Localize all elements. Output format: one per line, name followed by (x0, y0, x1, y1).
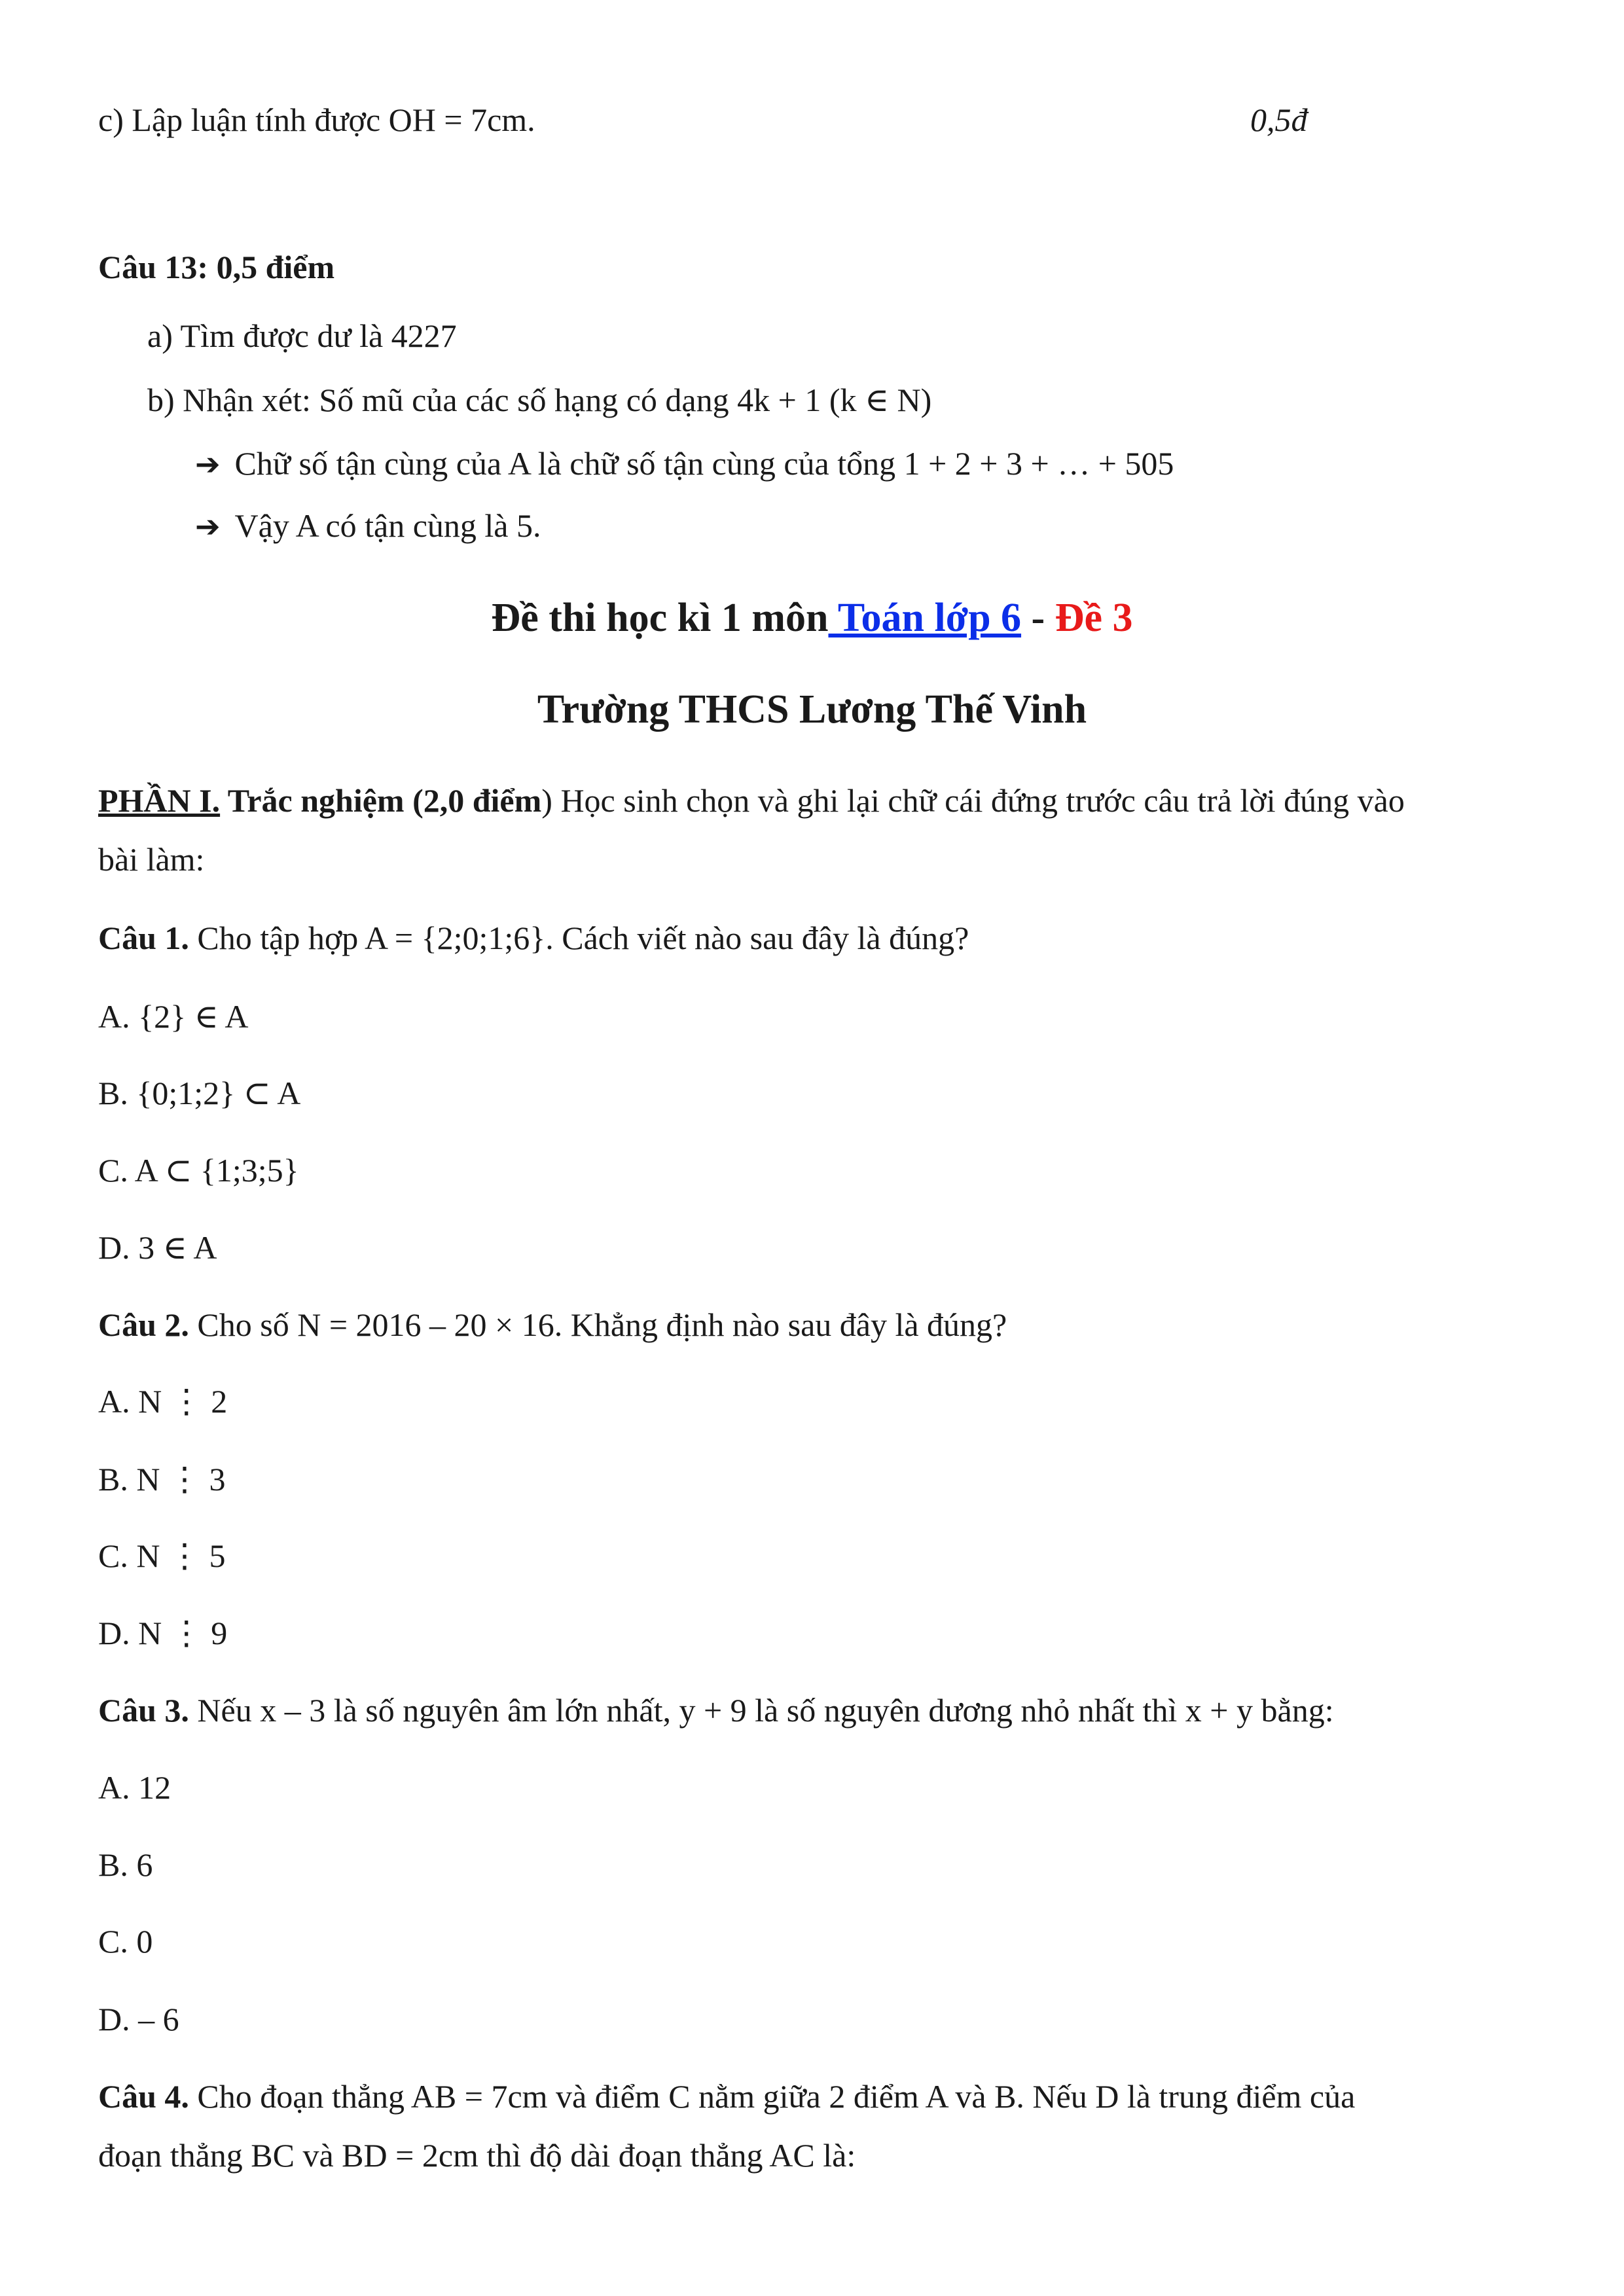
question-label: Câu 4. (98, 2078, 189, 2115)
cau13-arrow-line-2 (195, 509, 541, 542)
question-label: Câu 3. (98, 1692, 189, 1729)
question-text: Nếu x – 3 là số nguyên âm lớn nhất, y + 9 là số nguyên dương nhỏ nhất thì x + y bằng: (189, 1692, 1334, 1729)
part1-heading: Trắc nghiệm (2,0 điểm (220, 782, 542, 819)
question-label: Câu 2. (98, 1306, 189, 1343)
arrow-right-icon: ➔ (195, 446, 221, 482)
option-item: B. 6 (98, 1846, 153, 1883)
part1-instruction: Học sinh chọn và ghi lại chữ cái đứng trước câu trả lời đúng vào (552, 782, 1405, 819)
option-item: C. 0 (98, 1923, 153, 1960)
option-item: B. N ⋮ 3 (98, 1461, 226, 1498)
option-item: B. {0;1;2} ⊂ A (98, 1075, 301, 1111)
question-1 (98, 922, 969, 954)
cau13-part-b: b) Nhận xét: Số mũ của các số hạng có dạng 4k + 1 (k ∈ N) (147, 382, 932, 418)
cau13-part-a: a) Tìm được dư là 4227 (147, 317, 457, 354)
cau13-arrow-line-1 (195, 447, 1174, 480)
exam-title-number: Đề 3 (1055, 596, 1133, 640)
exam-title (0, 598, 1624, 638)
question-text: Cho số N = 2016 – 20 × 16. Khẳng định nào sau đây là đúng? (189, 1306, 1007, 1343)
cau13-arrow-text-1: Chữ số tận cùng của A là chữ số tận cùng của tổng 1 + 2 + 3 + … + 505 (234, 445, 1174, 482)
question-label: Câu 1. (98, 920, 189, 956)
part1-label: PHẦN I. (98, 782, 221, 819)
cau13-heading: Câu 13: 0,5 điểm (98, 249, 335, 285)
arrow-right-icon: ➔ (195, 509, 221, 544)
option-item: D. – 6 (98, 2001, 179, 2037)
answer-c-text: c) Lập luận tính được OH = 7cm. (98, 101, 535, 138)
question-4-cont: đoạn thẳng BC và BD = 2cm thì độ dài đoạn thẳng AC là: (98, 2137, 856, 2174)
option-item: C. A ⊂ {1;3;5} (98, 1152, 299, 1189)
exam-title-separator: - (1021, 596, 1055, 640)
option-item: A. N ⋮ 2 (98, 1383, 228, 1420)
school-name: Trường THCS Lương Thế Vinh (537, 687, 1087, 732)
option-item: C. N ⋮ 5 (98, 1537, 226, 1574)
option-item: D. N ⋮ 9 (98, 1615, 228, 1651)
part1-instruction-cont: bài làm: (98, 841, 205, 878)
question-2 (98, 1308, 1007, 1341)
exam-title-prefix: Đề thi học kì 1 môn (491, 596, 829, 640)
part1-paren: ) (541, 782, 552, 819)
part1-header (98, 784, 1405, 817)
exam-title-link[interactable]: Toán lớp 6 (828, 596, 1022, 640)
question-text: Cho tập hợp A = {2;0;1;6}. Cách viết nào sau đây là đúng? (189, 920, 969, 956)
option-item: D. 3 ∈ A (98, 1229, 217, 1266)
question-3 (98, 1694, 1334, 1727)
option-item: A. 12 (98, 1769, 171, 1806)
answer-c-score: 0,5đ (1250, 101, 1308, 138)
cau13-arrow-text-2: Vậy A có tận cùng là 5. (234, 507, 541, 544)
question-text: Cho đoạn thẳng AB = 7cm và điểm C nằm giữa 2 điểm A và B. Nếu D là trung điểm của (189, 2078, 1356, 2115)
option-item: A. {2} ∈ A (98, 998, 249, 1035)
question-4 (98, 2080, 1355, 2113)
